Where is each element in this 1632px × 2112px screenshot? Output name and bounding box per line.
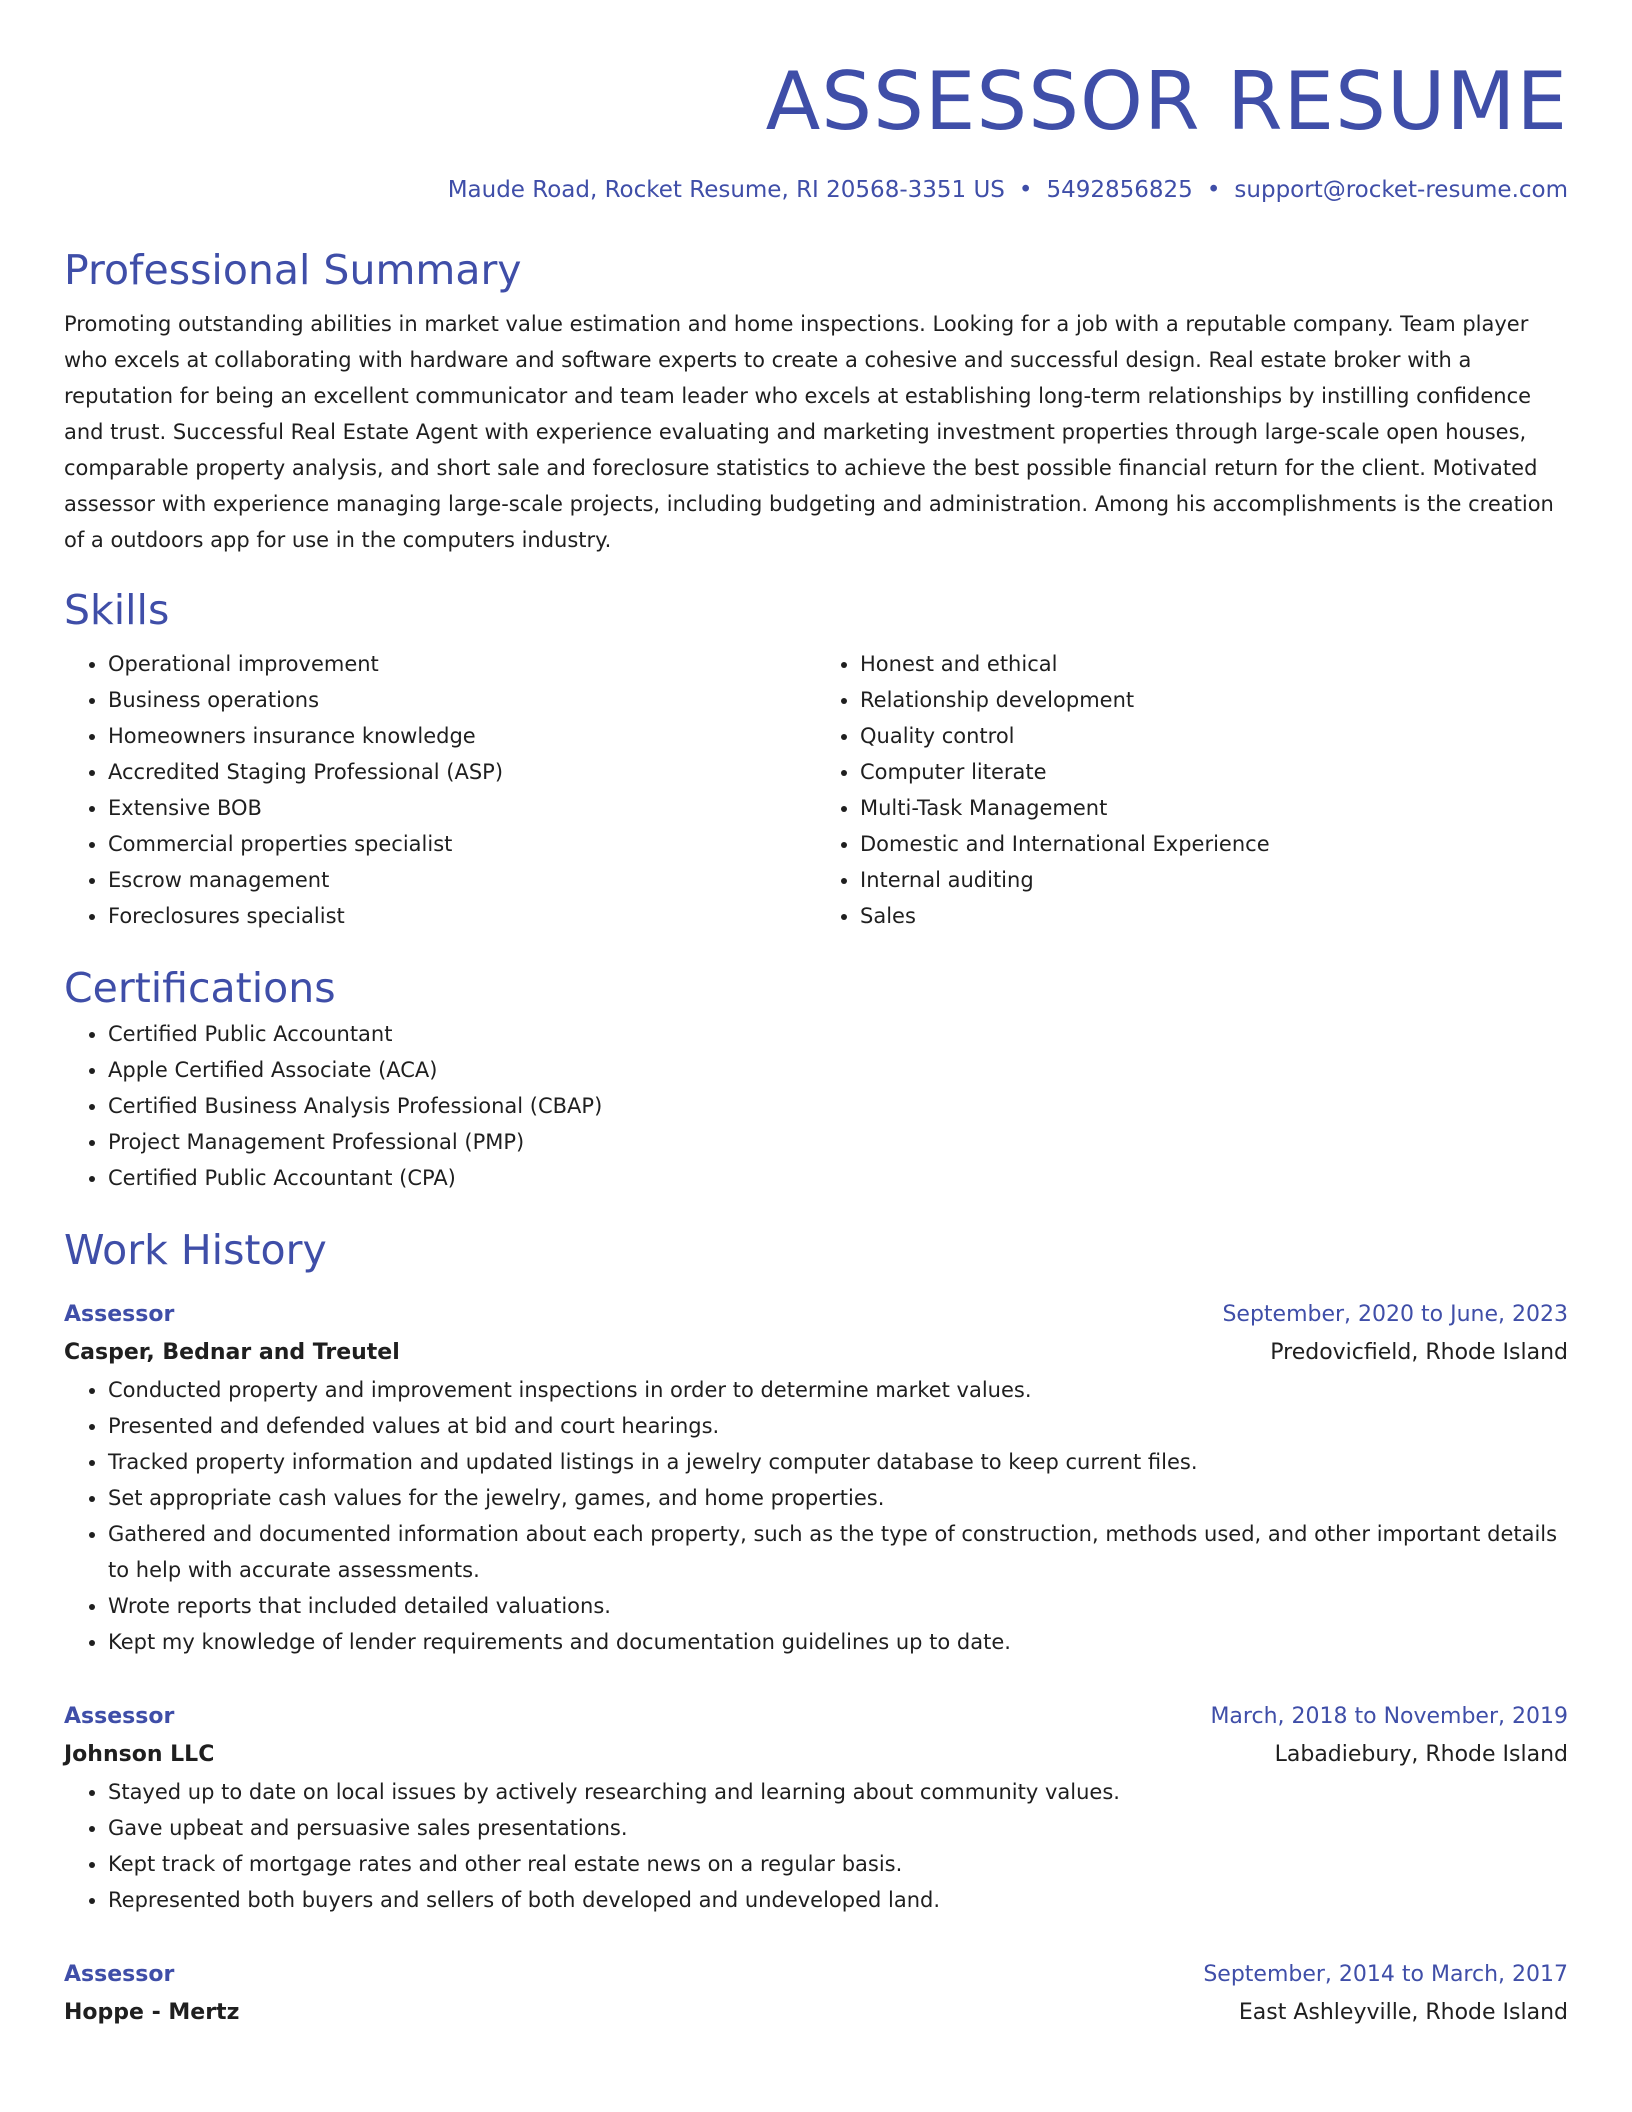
job-title: Assessor	[64, 1302, 175, 1327]
certification-item: • Apple Certified Associate (ACA)	[108, 1052, 1568, 1088]
job-company-row	[64, 1994, 1568, 2032]
skills-columns	[64, 646, 1568, 934]
skill-item: • Multi-Task Management	[860, 790, 1568, 826]
skill-item: • Sales	[860, 898, 1568, 934]
contact-line	[64, 174, 1568, 206]
skill-item: • Homeowners insurance knowledge	[108, 718, 816, 754]
skills-list-right	[816, 646, 1568, 934]
certification-item: • Project Management Professional (PMP)	[108, 1124, 1568, 1160]
skill-item: • Commercial properties specialist	[108, 826, 816, 862]
job-duty: • Gathered and documented information about each property, such as the type of construction, methods used, and other important details to help with accurate assessments.	[108, 1516, 1568, 1588]
job-dates: September, 2014 to March, 2017	[1203, 1962, 1568, 1987]
skill-item: • Operational improvement	[108, 646, 816, 682]
certifications-heading: Certifications	[64, 964, 336, 1012]
certification-item: • Certified Business Analysis Professional (CBAP)	[108, 1088, 1568, 1124]
job-company: Casper, Bednar and Treutel	[64, 1340, 400, 1365]
job-company-row	[64, 1736, 1568, 1774]
skill-item: • Accredited Staging Professional (ASP)	[108, 754, 816, 790]
job-title: Assessor	[64, 1704, 175, 1729]
job-duty: • Tracked property information and updated listings in a jewelry computer database to keep current files.	[108, 1444, 1568, 1480]
skill-item: • Extensive BOB	[108, 790, 816, 826]
certification-item: • Certified Public Accountant (CPA)	[108, 1160, 1568, 1196]
skills-heading: Skills	[64, 586, 170, 634]
job-duty: • Gave upbeat and persuasive sales presentations.	[108, 1810, 1568, 1846]
job-duty: • Conducted property and improvement inspections in order to determine market values.	[108, 1372, 1568, 1408]
job-duty: • Kept my knowledge of lender requirements and documentation guidelines up to date.	[108, 1624, 1568, 1660]
job-header-row	[64, 1956, 1568, 1994]
summary-heading: Professional Summary	[64, 246, 522, 294]
job-company-row	[64, 1334, 1568, 1372]
job-duty: • Stayed up to date on local issues by actively researching and learning about community values.	[108, 1774, 1568, 1810]
job-company: Johnson LLC	[64, 1742, 215, 1767]
job-entry	[64, 1296, 1568, 1660]
skills-list-left	[64, 646, 816, 934]
contact-address: Maude Road, Rocket Resume, RI 20568-3351 US	[447, 177, 1005, 203]
job-dates: March, 2018 to November, 2019	[1210, 1704, 1568, 1729]
job-title: Assessor	[64, 1962, 175, 1987]
contact-separator: •	[1206, 177, 1221, 203]
job-entry	[64, 1956, 1568, 2032]
skill-item: • Internal auditing	[860, 862, 1568, 898]
job-location: Labadiebury, Rhode Island	[1274, 1742, 1568, 1767]
skill-item: • Escrow management	[108, 862, 816, 898]
skill-item: • Domestic and International Experience	[860, 826, 1568, 862]
job-entry	[64, 1698, 1568, 1918]
job-duties-list	[64, 1372, 1568, 1660]
job-duty: • Set appropriate cash values for the jewelry, games, and home properties.	[108, 1480, 1568, 1516]
job-header-row	[64, 1296, 1568, 1334]
work-history-heading: Work History	[64, 1226, 327, 1274]
job-duty: • Kept track of mortgage rates and other real estate news on a regular basis.	[108, 1846, 1568, 1882]
certifications-list	[64, 1016, 1568, 1196]
skill-item: • Computer literate	[860, 754, 1568, 790]
job-duty: • Presented and defended values at bid and court hearings.	[108, 1408, 1568, 1444]
summary-text: Promoting outstanding abilities in market value estimation and home inspections. Looking for a job with a reputable company. Team player who excels at collaborating with hardware and software experts to create a cohesive and successful design. Real estate broker with a reputation for being an excellent communicator and team leader who excels at establishing long-term relationships by instilling confidence and trust. Successful Real Estate Agent with experience evaluating and marketing investment properties through large-scale open houses, comparable property analysis, and short sale and foreclosure statistics to achieve the best possible financial return for the client. Motivated assessor with experience managing large-scale projects, including budgeting and administration. Among his accomplishments is the creation of a outdoors app for use in the computers industry.	[64, 312, 1554, 552]
skill-item: • Honest and ethical	[860, 646, 1568, 682]
skill-item: • Foreclosures specialist	[108, 898, 816, 934]
job-duty: • Wrote reports that included detailed valuations.	[108, 1588, 1568, 1624]
skill-item: • Quality control	[860, 718, 1568, 754]
contact-phone: 5492856825	[1046, 177, 1193, 203]
resume-title: ASSESSOR RESUME	[765, 55, 1568, 148]
job-dates: September, 2020 to June, 2023	[1222, 1302, 1568, 1327]
job-location: Predovicfield, Rhode Island	[1270, 1340, 1568, 1365]
skill-item: • Business operations	[108, 682, 816, 718]
job-company: Hoppe - Mertz	[64, 2000, 240, 2025]
contact-separator: •	[1018, 177, 1033, 203]
skill-item: • Relationship development	[860, 682, 1568, 718]
job-location: East Ashleyville, Rhode Island	[1238, 2000, 1568, 2025]
contact-email: support@rocket-resume.com	[1234, 177, 1568, 203]
job-duty: • Represented both buyers and sellers of both developed and undeveloped land.	[108, 1882, 1568, 1918]
job-duties-list	[64, 1774, 1568, 1918]
job-header-row	[64, 1698, 1568, 1736]
certification-item: • Certified Public Accountant	[108, 1016, 1568, 1052]
